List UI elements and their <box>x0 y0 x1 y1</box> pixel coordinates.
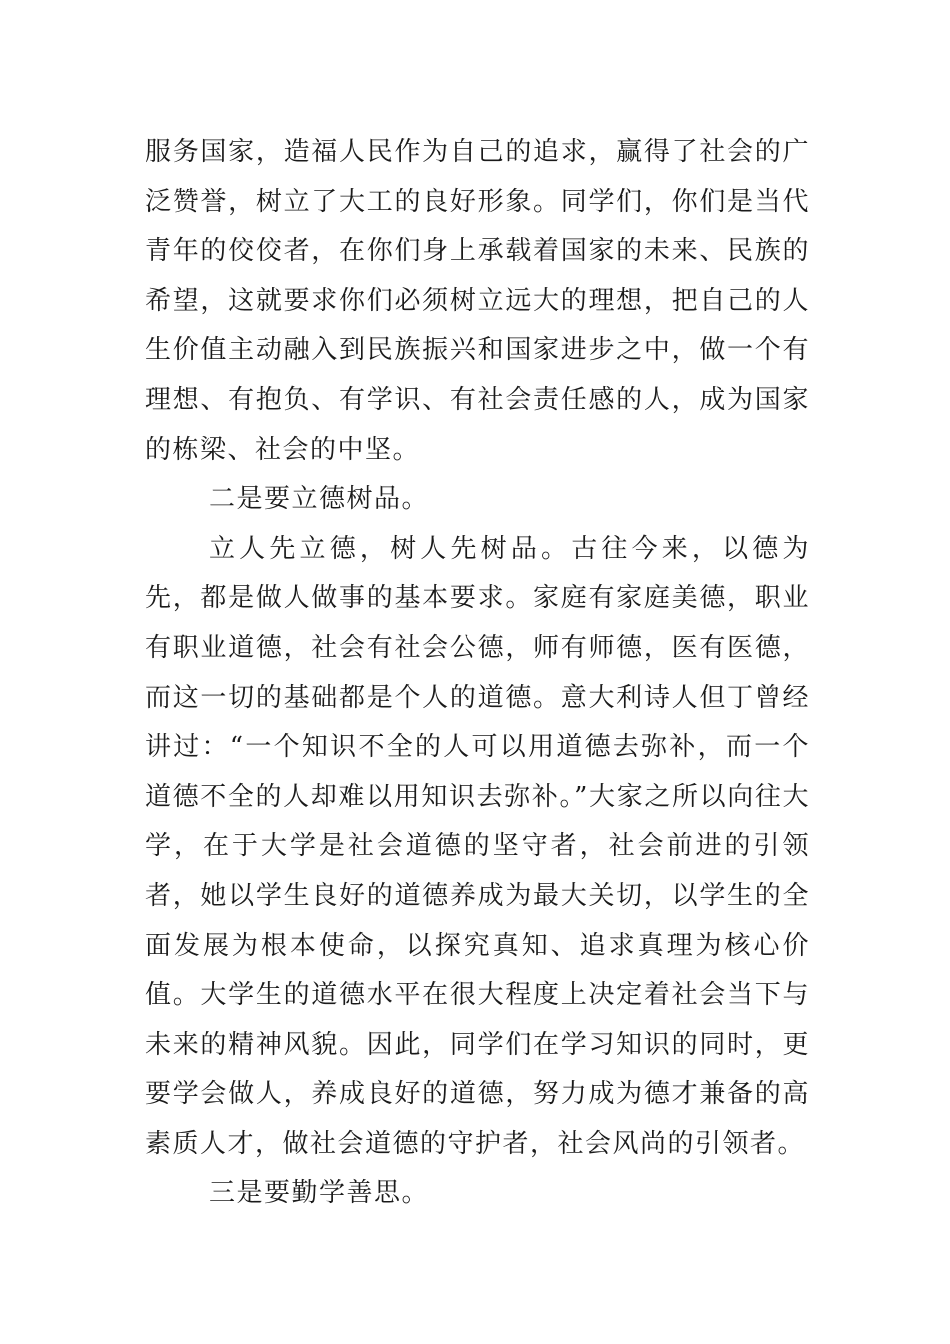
body-paragraph-2: 立人先立德，树人先树品。古往今来，以德为先，都是做人做事的基本要求。家庭有家庭美德，职业有职业道德，社会有社会公德，师有师德，医有医德，而这一切的基础都是个人的道德。意大利诗人但丁曾经讲过：“一个知识不全的人可以用道德去弥补，而一个道德不全的人却难以用知识去弥补。”大家之所以向往大学，在于大学是社会道德的坚守者，社会前进的引领者，她以学生良好的道德养成为最大关切，以学生的全面发展为根本使命，以探究真知、追求真理为核心价值。大学生的道德水平在很大程度上决定着社会当下与未来的精神风貌。因此，同学们在学习知识的同时，更要学会做人，养成良好的道德，努力成为德才兼备的高素质人才，做社会道德的守护者，社会风尚的引领者。 <box>145 533 810 1159</box>
section-heading-2: 二是要立德树品。 <box>209 484 430 515</box>
document-body <box>145 128 810 1219</box>
body-paragraph-1: 服务国家，造福人民作为自己的追求，赢得了社会的广泛赞誉，树立了大工的良好形象。同学们，你们是当代青年的佼佼者，在你们身上承载着国家的未来、民族的希望，这就要求你们必须树立远大的理想，把自己的人生价值主动融入到民族振兴和国家进步之中，做一个有理想、有抱负、有学识、有社会责任感的人，成为国家的栋梁、社会的中坚。 <box>145 137 810 465</box>
section-heading-3: 三是要勤学善思。 <box>209 1178 430 1209</box>
